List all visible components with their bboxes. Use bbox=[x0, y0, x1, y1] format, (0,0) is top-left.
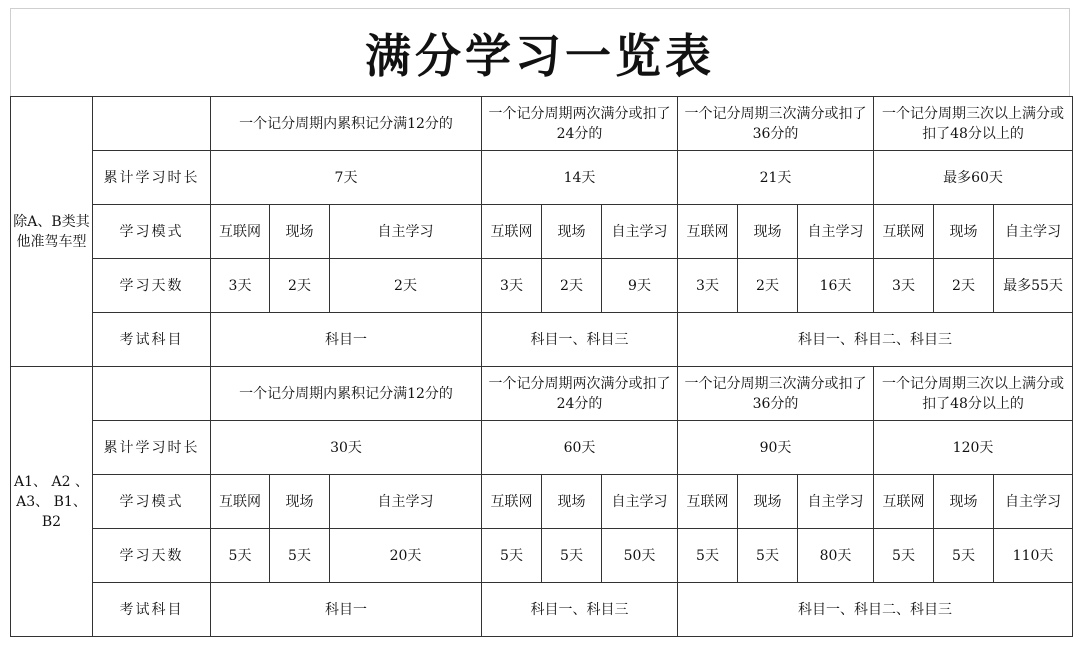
period-header: 一个记分周期三次满分或扣了36分的 bbox=[678, 367, 874, 421]
days-cell: 110天 bbox=[994, 529, 1073, 583]
duration-cell: 最多60天 bbox=[874, 151, 1073, 205]
days-cell: 5天 bbox=[270, 529, 330, 583]
vehicle-type-cell: 除A、B类其他准驾车型 bbox=[11, 97, 93, 367]
row-label-mode: 学习模式 bbox=[93, 475, 211, 529]
row-label-subjects: 考试科目 bbox=[93, 313, 211, 367]
days-cell: 5天 bbox=[542, 529, 602, 583]
row-label-days: 学习天数 bbox=[93, 529, 211, 583]
mode-online-cell: 互联网 bbox=[482, 205, 542, 259]
period-header: 一个记分周期三次满分或扣了36分的 bbox=[678, 97, 874, 151]
table-row bbox=[11, 367, 1073, 421]
days-cell: 2天 bbox=[330, 259, 482, 313]
days-cell: 16天 bbox=[798, 259, 874, 313]
duration-cell: 90天 bbox=[678, 421, 874, 475]
mode-self-study-cell: 自主学习 bbox=[330, 205, 482, 259]
days-cell: 3天 bbox=[678, 259, 738, 313]
days-cell: 3天 bbox=[482, 259, 542, 313]
mode-online-cell: 互联网 bbox=[482, 475, 542, 529]
days-cell: 5天 bbox=[482, 529, 542, 583]
mode-online-cell: 互联网 bbox=[874, 475, 934, 529]
duration-cell: 60天 bbox=[482, 421, 678, 475]
mode-online-cell: 互联网 bbox=[678, 475, 738, 529]
title-banner bbox=[10, 8, 1070, 96]
mode-online-cell: 互联网 bbox=[678, 205, 738, 259]
days-cell: 3天 bbox=[211, 259, 270, 313]
period-header: 一个记分周期三次以上满分或扣了48分以上的 bbox=[874, 367, 1073, 421]
table-row bbox=[11, 475, 1073, 529]
table-row bbox=[11, 259, 1073, 313]
days-cell: 9天 bbox=[602, 259, 678, 313]
mode-onsite-cell: 现场 bbox=[738, 205, 798, 259]
mode-self-study-cell: 自主学习 bbox=[330, 475, 482, 529]
mode-online-cell: 互联网 bbox=[211, 475, 270, 529]
period-header: 一个记分周期两次满分或扣了24分的 bbox=[482, 97, 678, 151]
subjects-cell: 科目一 bbox=[211, 313, 482, 367]
mode-onsite-cell: 现场 bbox=[542, 205, 602, 259]
days-cell: 2天 bbox=[542, 259, 602, 313]
row-label-days: 学习天数 bbox=[93, 259, 211, 313]
days-cell: 2天 bbox=[270, 259, 330, 313]
mode-onsite-cell: 现场 bbox=[270, 205, 330, 259]
period-header: 一个记分周期两次满分或扣了24分的 bbox=[482, 367, 678, 421]
duration-cell: 21天 bbox=[678, 151, 874, 205]
days-cell: 2天 bbox=[934, 259, 994, 313]
subjects-cell: 科目一、科目三 bbox=[482, 583, 678, 637]
mode-online-cell: 互联网 bbox=[211, 205, 270, 259]
row-label-duration: 累计学习时长 bbox=[93, 151, 211, 205]
empty-header-cell bbox=[93, 367, 211, 421]
period-header: 一个记分周期三次以上满分或扣了48分以上的 bbox=[874, 97, 1073, 151]
table-row bbox=[11, 97, 1073, 151]
table-row bbox=[11, 421, 1073, 475]
duration-cell: 30天 bbox=[211, 421, 482, 475]
page-title: 满分学习一览表 bbox=[365, 28, 715, 83]
vehicle-type-cell: A1、 A2 、 A3、 B1、B2 bbox=[11, 367, 93, 637]
days-cell: 5天 bbox=[738, 529, 798, 583]
days-cell: 最多55天 bbox=[994, 259, 1073, 313]
mode-self-study-cell: 自主学习 bbox=[602, 205, 678, 259]
subjects-cell: 科目一、科目二、科目三 bbox=[678, 583, 1073, 637]
mode-onsite-cell: 现场 bbox=[542, 475, 602, 529]
duration-cell: 14天 bbox=[482, 151, 678, 205]
row-label-duration: 累计学习时长 bbox=[93, 421, 211, 475]
table-row bbox=[11, 313, 1073, 367]
subjects-cell: 科目一、科目三 bbox=[482, 313, 678, 367]
days-cell: 5天 bbox=[678, 529, 738, 583]
period-header: 一个记分周期内累积记分满12分的 bbox=[211, 97, 482, 151]
table-row bbox=[11, 205, 1073, 259]
mode-onsite-cell: 现场 bbox=[738, 475, 798, 529]
row-label-mode: 学习模式 bbox=[93, 205, 211, 259]
empty-header-cell bbox=[93, 97, 211, 151]
days-cell: 5天 bbox=[934, 529, 994, 583]
table-row bbox=[11, 529, 1073, 583]
table-row bbox=[11, 583, 1073, 637]
mode-self-study-cell: 自主学习 bbox=[602, 475, 678, 529]
days-cell: 50天 bbox=[602, 529, 678, 583]
mode-onsite-cell: 现场 bbox=[934, 205, 994, 259]
table-row bbox=[11, 151, 1073, 205]
days-cell: 80天 bbox=[798, 529, 874, 583]
row-label-subjects: 考试科目 bbox=[93, 583, 211, 637]
mode-self-study-cell: 自主学习 bbox=[994, 475, 1073, 529]
days-cell: 5天 bbox=[874, 529, 934, 583]
days-cell: 5天 bbox=[211, 529, 270, 583]
period-header: 一个记分周期内累积记分满12分的 bbox=[211, 367, 482, 421]
mode-self-study-cell: 自主学习 bbox=[798, 475, 874, 529]
subjects-cell: 科目一、科目二、科目三 bbox=[678, 313, 1073, 367]
subjects-cell: 科目一 bbox=[211, 583, 482, 637]
mode-self-study-cell: 自主学习 bbox=[798, 205, 874, 259]
duration-cell: 7天 bbox=[211, 151, 482, 205]
mode-self-study-cell: 自主学习 bbox=[994, 205, 1073, 259]
mode-onsite-cell: 现场 bbox=[270, 475, 330, 529]
study-table bbox=[10, 96, 1073, 637]
duration-cell: 120天 bbox=[874, 421, 1073, 475]
mode-onsite-cell: 现场 bbox=[934, 475, 994, 529]
days-cell: 20天 bbox=[330, 529, 482, 583]
days-cell: 3天 bbox=[874, 259, 934, 313]
mode-online-cell: 互联网 bbox=[874, 205, 934, 259]
days-cell: 2天 bbox=[738, 259, 798, 313]
